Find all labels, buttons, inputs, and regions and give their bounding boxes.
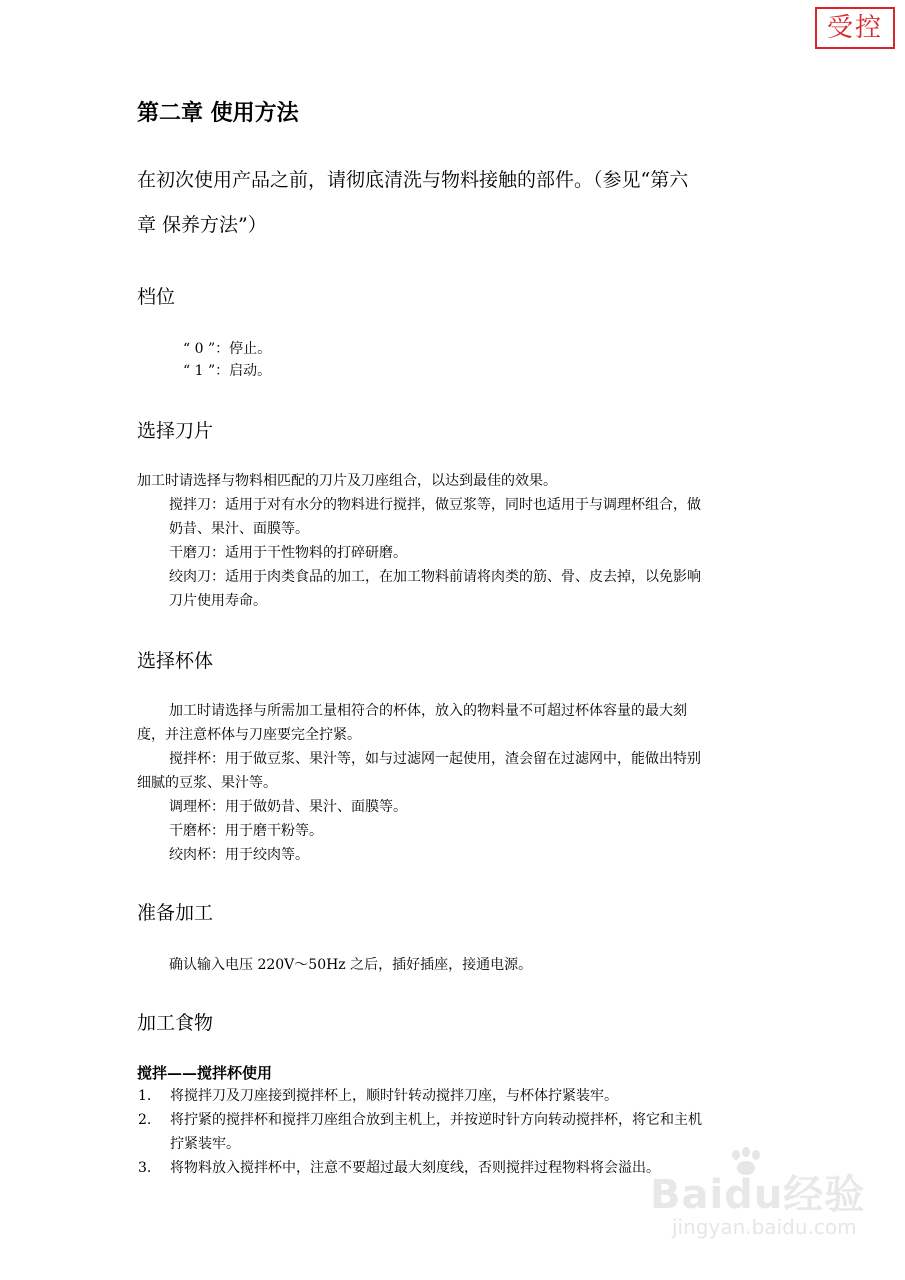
blade-item-2-line-1: 绞肉刀：适用于肉类食品的加工，在加工物料前请将肉类的筋、骨、皮去掉，以免影响 xyxy=(169,569,701,585)
step-number: 1. xyxy=(138,1088,152,1104)
baidu-jingyan-watermark xyxy=(610,1135,880,1265)
prepare-text: 确认输入电压 220V～50Hz 之后，插好插座，接通电源。 xyxy=(169,957,533,973)
step-line-1: 将搅拌刀及刀座接到搅拌杯上，顺时针转动搅拌刀座，与杯体拧紧装牢。 xyxy=(170,1088,618,1104)
cup-item-2: 绞肉杯：用于绞肉等。 xyxy=(169,847,309,863)
process-heading: 加工食物 xyxy=(137,1012,214,1034)
watermark-logo: Baidu经验 xyxy=(650,1172,866,1218)
blade-item-0-line-1: 搅拌刀：适用于对有水分的物料进行搅拌，做豆浆等，同时也适用于与调理杯组合，做 xyxy=(169,497,701,513)
chapter-title: 第二章 使用方法 xyxy=(137,100,299,126)
cup-item-1: 干磨杯：用于磨干粉等。 xyxy=(169,823,323,839)
intro-line-2: 章 保养方法”） xyxy=(137,214,267,236)
blade-item-1-line-1: 干磨刀：适用于干性物料的打碎研磨。 xyxy=(169,545,407,561)
step-line-1: 将物料放入搅拌杯中，注意不要超过最大刻度线，否则搅拌过程物料将会溢出。 xyxy=(170,1160,660,1176)
cup-blend-line-2: 细腻的豆浆、果汁等。 xyxy=(137,775,277,791)
cup-heading: 选择杯体 xyxy=(137,650,214,672)
step-number: 2. xyxy=(138,1112,152,1128)
blade-heading: 选择刀片 xyxy=(137,420,214,442)
gear-heading: 档位 xyxy=(137,286,176,308)
process-subheading: 搅拌——搅拌杯使用 xyxy=(137,1064,273,1082)
step-line-2: 拧紧装牢。 xyxy=(170,1136,240,1152)
blade-lead: 加工时请选择与物料相匹配的刀片及刀座组合，以达到最佳的效果。 xyxy=(137,473,557,489)
prepare-heading: 准备加工 xyxy=(137,902,214,924)
controlled-stamp: 受控 xyxy=(815,7,895,49)
cup-item-0: 调理杯：用于做奶昔、果汁、面膜等。 xyxy=(169,799,407,815)
step-line-1: 将拧紧的搅拌杯和搅拌刀座组合放到主机上，并按逆时针方向转动搅拌杯，将它和主机 xyxy=(170,1112,702,1128)
step-number: 3. xyxy=(138,1160,152,1176)
watermark-url: jingyan.baidu.com xyxy=(672,1215,857,1239)
gear-item-0: “ 0 ”：停止。 xyxy=(183,341,272,357)
list-item xyxy=(138,1084,702,1108)
cup-blend-line-1: 搅拌杯：用于做豆浆、果汁等，如与过滤网一起使用，渣会留在过滤网中，能做出特别 xyxy=(169,751,701,767)
cup-lead-line-1: 加工时请选择与所需加工量相符合的杯体，放入的物料量不可超过杯体容量的最大刻 xyxy=(169,703,687,719)
gear-item-1: “ 1 ”：启动。 xyxy=(183,363,272,379)
blade-item-0-line-2: 奶昔、果汁、面膜等。 xyxy=(169,521,309,537)
blade-item-2-line-2: 刀片使用寿命。 xyxy=(169,593,267,609)
intro-line-1: 在初次使用产品之前，请彻底清洗与物料接触的部件。（参见“第六 xyxy=(137,169,689,191)
cup-lead-line-2: 度，并注意杯体与刀座要完全拧紧。 xyxy=(137,727,361,743)
